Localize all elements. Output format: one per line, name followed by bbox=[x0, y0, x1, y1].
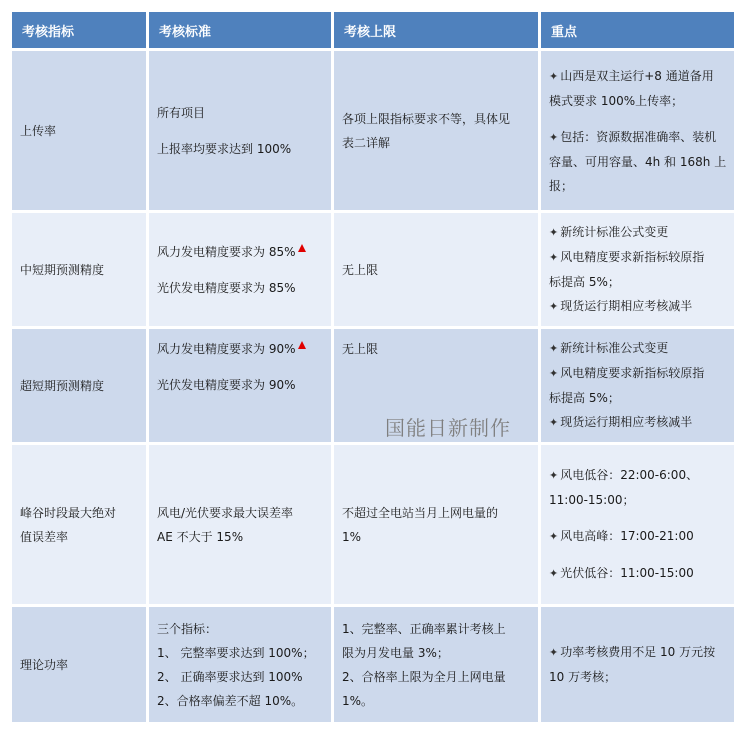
bullet-icon: ✦ bbox=[549, 416, 559, 429]
bullet-icon: ✦ bbox=[549, 226, 559, 239]
focus-cell: ✦ 功率考核费用不足 10 万元按 10 万考核； bbox=[541, 607, 734, 725]
bullet-icon: ✦ bbox=[549, 469, 559, 482]
standard-cell: 风电/光伏要求最大误差率 AE 不大于 15% bbox=[149, 445, 334, 607]
bullet-icon: ✦ bbox=[549, 69, 559, 83]
standard-cell: 风力发电精度要求为 90% 光伏发电精度要求为 90% bbox=[149, 329, 334, 445]
assessment-table bbox=[12, 12, 734, 725]
header-standard: 考核标准 bbox=[149, 12, 334, 51]
standard-cell: 所有项目 上报率均要求达到 100% bbox=[149, 51, 334, 213]
indicator-name: 峰谷时段最大绝对 值误差率 bbox=[12, 445, 149, 607]
header-upper-limit: 考核上限 bbox=[334, 12, 541, 51]
indicator-name: 中短期预测精度 bbox=[12, 213, 149, 329]
upper-limit-cell: 无上限 bbox=[334, 213, 541, 329]
indicator-name: 超短期预测精度 bbox=[12, 329, 149, 445]
focus-cell: ✦ 新统计标准公式变更 ✦ 风电精度要求新指标较原指 标提高 5%； ✦ 现货运行期相应考核减半 bbox=[541, 213, 734, 329]
upper-limit-cell: 不超过全电站当月上网电量的 1% bbox=[334, 445, 541, 607]
table-row bbox=[12, 445, 734, 607]
table-row bbox=[12, 607, 734, 725]
standard-cell: 风力发电精度要求为 85% 光伏发电精度要求为 85% bbox=[149, 213, 334, 329]
bullet-icon: ✦ bbox=[549, 251, 559, 264]
upper-limit-cell: 无上限 bbox=[334, 329, 541, 445]
bullet-icon: ✦ bbox=[549, 367, 559, 380]
bullet-icon: ✦ bbox=[549, 530, 559, 543]
indicator-name: 上传率 bbox=[12, 51, 149, 213]
table-header-row bbox=[12, 12, 734, 51]
up-arrow-icon bbox=[298, 341, 306, 349]
table-row bbox=[12, 51, 734, 213]
focus-cell: ✦ 山西是双主运行+8 通道备用 模式要求 100%上传率； ✦ 包括：资源数据准确率、装机 容量、可用容量、4h 和 168h 上 报； bbox=[541, 51, 734, 213]
bullet-icon: ✦ bbox=[549, 130, 559, 144]
bullet-icon: ✦ bbox=[549, 646, 559, 659]
focus-cell: ✦ 风电低谷：22:00-6:00、 11:00-15:00； ✦ 风电高峰：17:00-21:00 ✦ 光伏低谷：11:00-15:00 bbox=[541, 445, 734, 607]
upper-limit-cell: 各项上限指标要求不等，具体见 表二详解 bbox=[334, 51, 541, 213]
table-row bbox=[12, 329, 734, 445]
indicator-name: 理论功率 bbox=[12, 607, 149, 725]
header-indicator: 考核指标 bbox=[12, 12, 149, 51]
bullet-icon: ✦ bbox=[549, 300, 559, 313]
bullet-icon: ✦ bbox=[549, 567, 559, 580]
table-row bbox=[12, 213, 734, 329]
up-arrow-icon bbox=[298, 244, 306, 252]
standard-cell: 三个指标： 1、 完整率要求达到 100%； 2、 正确率要求达到 100% 2、合格率偏差不超 10%。 bbox=[149, 607, 334, 725]
bullet-icon: ✦ bbox=[549, 342, 559, 355]
watermark-text: 国能日新制作 bbox=[385, 416, 511, 440]
upper-limit-cell: 1、完整率、正确率累计考核上 限为月发电量 3%； 2、合格率上限为全月上网电量 1%。 bbox=[334, 607, 541, 725]
table-wrapper bbox=[12, 12, 734, 725]
focus-cell: ✦ 新统计标准公式变更 ✦ 风电精度要求新指标较原指 标提高 5%； ✦ 现货运行期相应考核减半 bbox=[541, 329, 734, 445]
header-focus: 重点 bbox=[541, 12, 734, 51]
